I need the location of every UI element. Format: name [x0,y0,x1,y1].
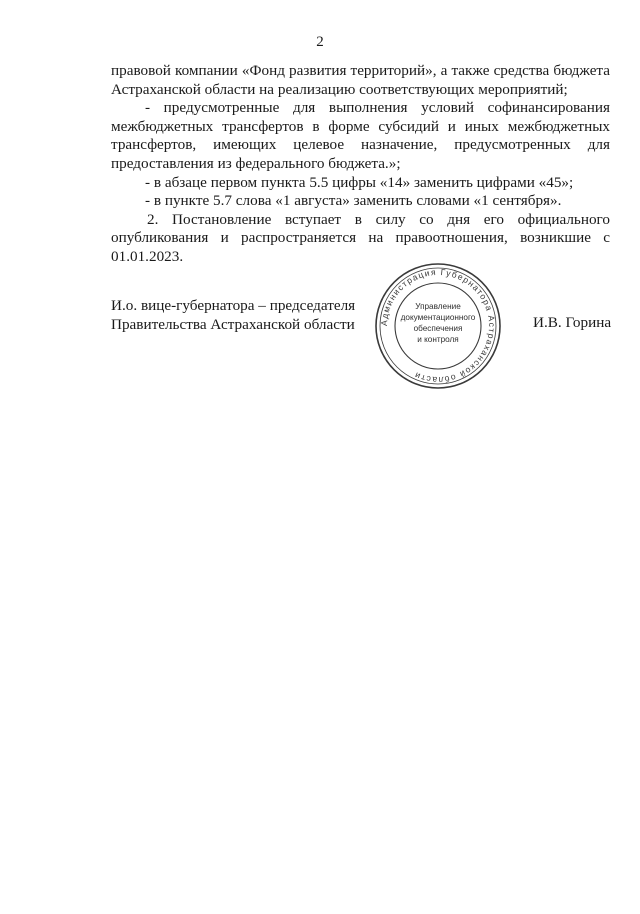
stamp-center-line-4: и контроля [417,335,459,344]
stamp-center-line-2: документационного [400,313,476,322]
stamp-seal-icon [374,262,502,390]
signer-name: И.В. Горина [533,314,612,331]
paragraph-2: - предусмотренные для выполнения условий софинансирования межбюджетных трансфертов в форме субсидий и иных межбюджетных трансфертов, имеющих целевое назначение, предусмотренных для предоставления из федерального бюджета.»; [111,99,610,172]
paragraph-1: правовой компании «Фонд развития территорий», а также средства бюджета Астраханской области на реализацию соответствующих мероприятий; [111,62,610,98]
paragraph-4: - в пункте 5.7 слова «1 августа» заменить словами «1 сентября». [145,192,562,210]
stamp-center-line-3: обеспечения [413,324,463,333]
paragraph-5: 2. Постановление вступает в силу со дня его официального опубликования и распространяется на правоотношения, возникшие с 01.01.2023. [111,210,610,265]
document-body [111,62,610,267]
stamp-ring-text: Администрация Губернатора Астраханской области [378,266,498,386]
signer-title-line-1: И.о. вице-губернатора – председателя [111,297,356,314]
signer-title [111,297,355,334]
stamp-center-line-1: Управление [415,302,461,311]
page-number: 2 [316,34,324,50]
signer-title-line-2: Правительства Астраханской области [111,315,355,333]
official-stamp [374,262,502,390]
paragraph-3: - в абзаце первом пункта 5.5 цифры «14» заменить цифрами «45»; [145,173,574,191]
